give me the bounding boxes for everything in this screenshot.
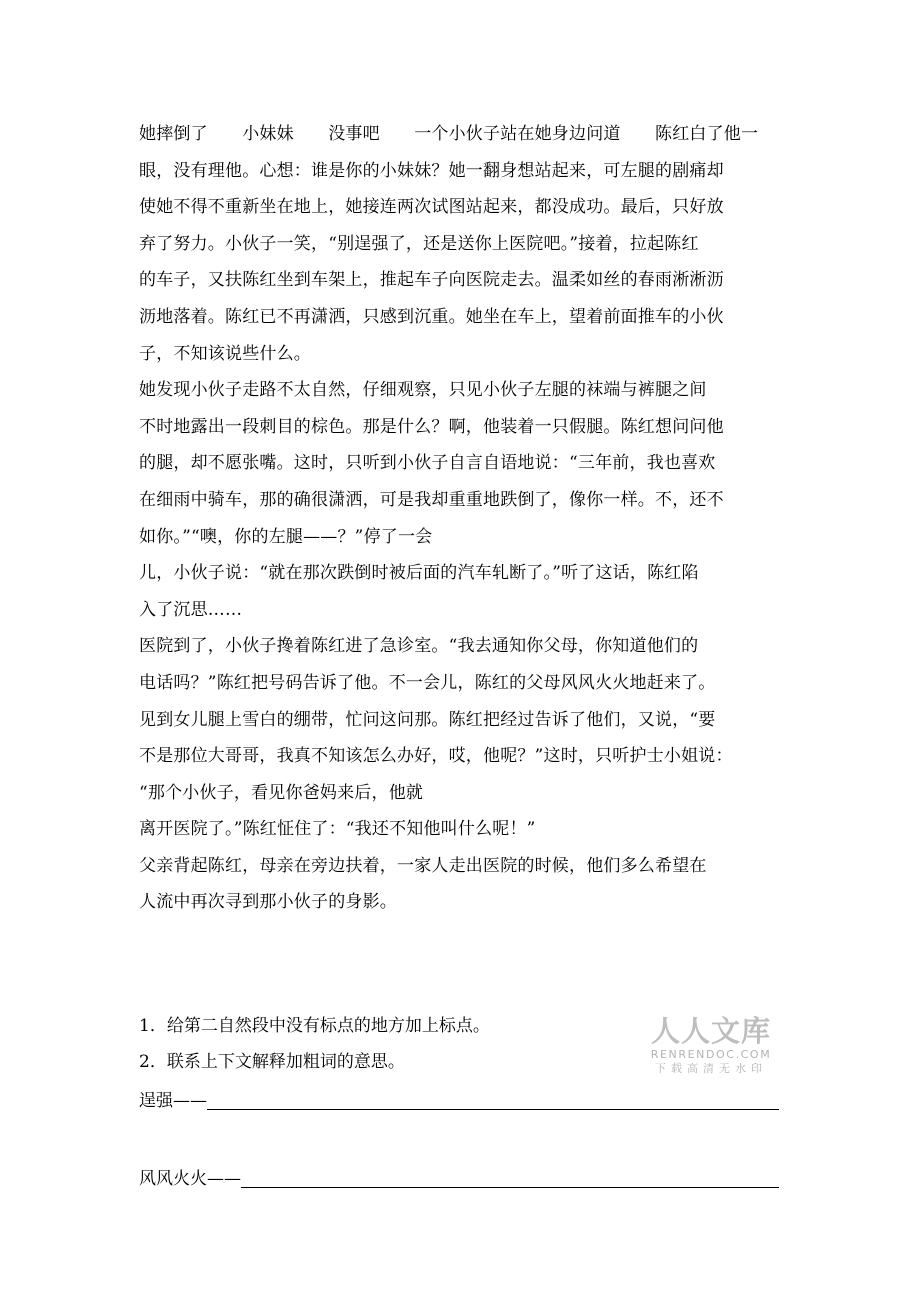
story-line: 的车子，又扶陈红坐到车架上，推起车子向医院走去。温柔如丝的春雨淅淅沥 bbox=[139, 270, 724, 291]
story-line: 不时地露出一段刺目的棕色。那是什么？啊，他装着一只假腿。陈红想问问他 bbox=[139, 416, 724, 437]
story-line: 眼，没有理他。心想：谁是你的小妹妹？她一翻身想站起来，可左腿的剧痛却 bbox=[139, 160, 724, 181]
story-line: 的腿，却不愿张嘴。这时，只听到小伙子自言自语地说：“三年前，我也喜欢 bbox=[139, 453, 716, 474]
story-line: 沥地落着。陈红已不再潇洒，只感到沉重。她坐在车上，望着前面推车的小伙 bbox=[139, 306, 724, 327]
story-line: “那个小伙子，看见你爸妈来后，他就 bbox=[139, 782, 424, 803]
watermark-url: RENRENDOC.COM bbox=[650, 1048, 772, 1061]
story-line: 父亲背起陈红，母亲在旁边扶着，一家人走出医院的时候，他们多么希望在 bbox=[139, 855, 707, 876]
story-line: 她发现小伙子走路不太自然，仔细观察，只见小伙子左腿的袜端与裤腿之间 bbox=[139, 380, 707, 401]
story-line: 电话吗？”陈红把号码告诉了他。不一会儿，陈红的父母风风火火地赶来了。 bbox=[139, 672, 716, 693]
story-line: 见到女儿腿上雪白的绷带，忙问这问那。陈红把经过告诉了他们，又说，“要 bbox=[139, 709, 716, 730]
story-line: 入了沉思…… bbox=[139, 599, 243, 620]
watermark-main-text: 人人文库 bbox=[650, 1014, 771, 1048]
answer-line-1[interactable] bbox=[207, 1087, 779, 1110]
story-line: 她摔倒了 小妹妹 没事吧 一个小伙子站在她身边问道 陈红白了他一 bbox=[139, 124, 759, 144]
fill-blank-row-1 bbox=[139, 1080, 779, 1112]
story-line: 儿，小伙子说：“就在那次跌倒时被后面的汽车轧断了。”听了这话，陈红陷 bbox=[139, 563, 699, 584]
watermark-subtitle: 下载高清无水印 bbox=[655, 1062, 767, 1075]
story-line: 弃了努力。小伙子一笑，“别逞强了，还是送你上医院吧。”接着，拉起陈红 bbox=[139, 233, 699, 254]
story-line: 在细雨中骑车，那的确很潇洒，可是我却重重地跌倒了，像你一样。不，还不 bbox=[139, 489, 724, 510]
question-1: 1．给第二自然段中没有标点的地方加上标点。 bbox=[139, 1016, 490, 1036]
story-line: 不是那位大哥哥，我真不知该怎么办好，哎，他呢？”这时，只听护士小姐说： bbox=[139, 746, 733, 767]
answer-line-2[interactable] bbox=[241, 1165, 779, 1188]
story-line: 离开医院了。”陈红怔住了：“我还不知他叫什么呢！” bbox=[139, 819, 536, 840]
watermark-logo bbox=[648, 1014, 774, 1076]
fill-label-1: 逞强—— bbox=[139, 1091, 207, 1111]
story-line: 人流中再次寻到那小伙子的身影。 bbox=[139, 892, 397, 913]
story-text bbox=[139, 116, 779, 921]
fill-blank-row-2 bbox=[139, 1158, 779, 1190]
fill-label-2: 风风火火—— bbox=[139, 1169, 241, 1189]
story-line: 子，不知该说些什么。 bbox=[139, 343, 311, 364]
story-line: 如你。”“噢，你的左腿——？”停了一会 bbox=[139, 526, 433, 547]
story-line: 医院到了，小伙子搀着陈红进了急诊室。“我去通知你父母，你知道他们的 bbox=[139, 636, 699, 657]
story-line: 使她不得不重新坐在地上，她接连两次试图站起来，都没成功。最后，只好放 bbox=[139, 197, 724, 218]
question-2: 2．联系上下文解释加粗词的意思。 bbox=[139, 1052, 405, 1072]
